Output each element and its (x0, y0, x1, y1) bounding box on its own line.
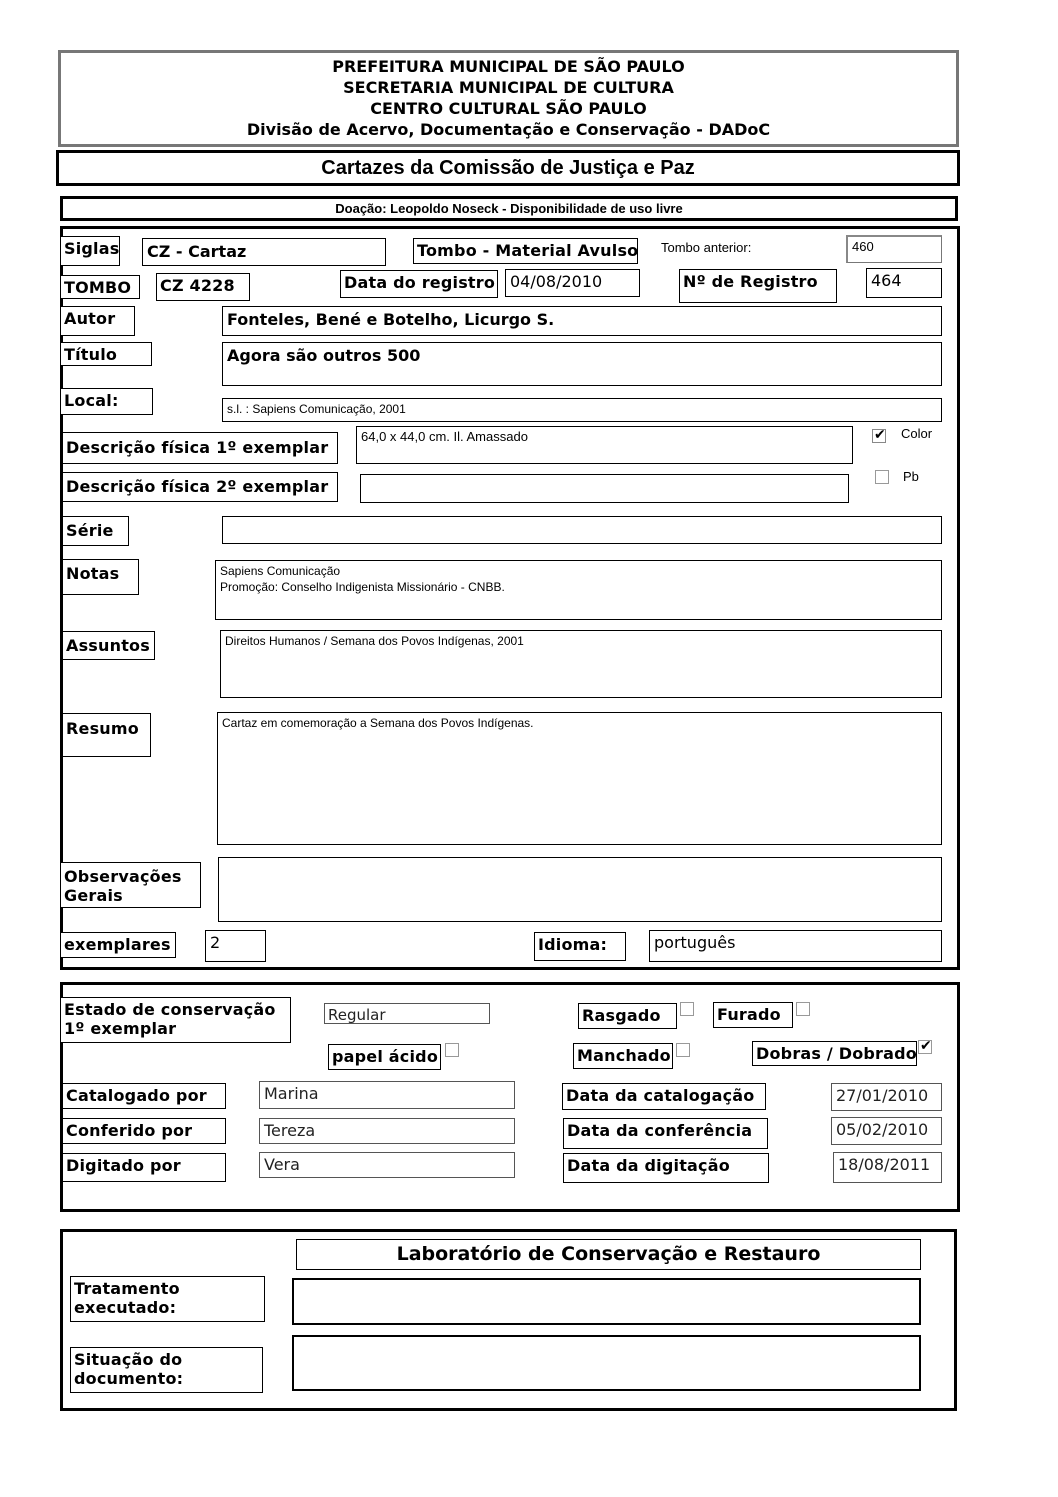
situacao-field[interactable] (292, 1335, 921, 1391)
observacoes-label: Observações Gerais (60, 862, 201, 908)
tombo-field[interactable]: CZ 4228 (156, 273, 250, 301)
catalogado-field[interactable]: Marina (259, 1081, 515, 1109)
header-line-3: CENTRO CULTURAL SÃO PAULO (370, 99, 647, 118)
n-registro-label: Nº de Registro (679, 269, 837, 303)
papel-acido-label: papel ácido (328, 1044, 441, 1070)
lab-title: Laboratório de Conservação e Restauro (396, 1243, 821, 1265)
conferido-field[interactable]: Tereza (259, 1118, 515, 1144)
tombo-material-label: Tombo - Material Avulso (413, 238, 638, 264)
exemplares-field[interactable]: 2 (205, 930, 266, 962)
donation-line: Doação: Leopoldo Noseck - Disponibilidade de uso livre (335, 201, 683, 216)
check-mark-icon: ✔ (874, 427, 886, 443)
collection-title-box (56, 150, 960, 186)
tombo-anterior-field[interactable]: 460 (846, 235, 942, 263)
resumo-field[interactable]: Cartaz em comemoração a Semana dos Povos Indígenas. (217, 712, 942, 845)
resumo-label: Resumo (62, 713, 151, 757)
siglas-label: Siglas (60, 236, 120, 266)
catalogado-label: Catalogado por (62, 1083, 226, 1109)
institution-header (58, 50, 959, 147)
collection-title: Cartazes da Comissão de Justiça e Paz (321, 157, 695, 179)
digitado-field[interactable]: Vera (259, 1152, 515, 1178)
tratamento-field[interactable] (292, 1278, 921, 1325)
n-registro-field[interactable]: 464 (866, 268, 942, 298)
notas-line-1: Sapiens Comunicação (220, 564, 341, 578)
lab-title-box (296, 1239, 921, 1270)
siglas-field[interactable]: CZ - Cartaz (142, 238, 386, 266)
titulo-field[interactable]: Agora são outros 500 (222, 342, 942, 386)
data-digitacao-field[interactable]: 18/08/2011 (833, 1152, 942, 1183)
header-line-4: Divisão de Acervo, Documentação e Conservação - DADoC (246, 120, 771, 139)
dobras-label: Dobras / Dobrado (752, 1041, 917, 1066)
local-field[interactable]: s.l. : Sapiens Comunicação, 2001 (222, 398, 942, 422)
autor-label: Autor (60, 306, 135, 336)
estado-field[interactable]: Regular (324, 1003, 490, 1024)
estado-label: Estado de conservação 1º exemplar (60, 997, 291, 1043)
idioma-field[interactable]: português (649, 930, 942, 962)
notas-line-2: Promoção: Conselho Indigenista Missionário - CNBB. (220, 580, 505, 594)
tombo-anterior-label: Tombo anterior: (661, 240, 752, 255)
papel-acido-checkbox[interactable] (445, 1043, 459, 1057)
titulo-label: Título (60, 342, 152, 366)
color-label: Color (901, 426, 933, 441)
furado-checkbox[interactable] (796, 1002, 810, 1016)
autor-field[interactable]: Fonteles, Bené e Botelho, Licurgo S. (222, 306, 942, 336)
notas-label: Notas (62, 559, 139, 595)
idioma-label: Idioma: (534, 932, 626, 961)
color-checkbox[interactable] (872, 429, 886, 443)
pb-checkbox[interactable] (875, 470, 889, 484)
data-registro-field[interactable]: 04/08/2010 (505, 269, 640, 297)
conferido-label: Conferido por (62, 1118, 226, 1144)
desc1-field[interactable]: 64,0 x 44,0 cm. Il. Amassado (356, 426, 853, 464)
digitado-label: Digitado por (62, 1153, 226, 1182)
rasgado-checkbox[interactable] (680, 1002, 694, 1016)
donation-box (60, 196, 958, 221)
exemplares-label: exemplares (60, 932, 176, 958)
header-line-1: PREFEITURA MUNICIPAL DE SÃO PAULO (332, 57, 685, 76)
data-catalogacao-field[interactable]: 27/01/2010 (831, 1083, 942, 1111)
notas-field[interactable] (215, 560, 942, 620)
rasgado-label: Rasgado (578, 1003, 677, 1029)
data-conferencia-field[interactable]: 05/02/2010 (831, 1117, 942, 1145)
serie-label: Série (62, 516, 129, 546)
check-mark-icon: ✔ (920, 1038, 932, 1054)
local-label: Local: (60, 388, 153, 415)
assuntos-field[interactable]: Direitos Humanos / Semana dos Povos Indígenas, 2001 (220, 630, 942, 698)
manchado-checkbox[interactable] (676, 1043, 690, 1057)
situacao-label: Situação do documento: (70, 1347, 263, 1393)
desc1-label: Descrição física 1º exemplar (62, 432, 338, 464)
observacoes-field[interactable] (218, 857, 942, 922)
data-conferencia-label: Data da conferência (563, 1118, 768, 1149)
data-registro-label: Data do registro (340, 270, 498, 298)
header-line-2: SECRETARIA MUNICIPAL DE CULTURA (343, 78, 674, 97)
serie-field[interactable] (222, 516, 942, 544)
manchado-label: Manchado (573, 1043, 673, 1069)
tratamento-label: Tratamento executado: (70, 1276, 265, 1322)
assuntos-label: Assuntos (62, 631, 155, 660)
desc2-field[interactable] (360, 474, 849, 503)
tombo-label: TOMBO (60, 275, 140, 299)
data-catalogacao-label: Data da catalogação (562, 1083, 766, 1110)
desc2-label: Descrição física 2º exemplar (62, 472, 338, 502)
dobras-checkbox[interactable] (918, 1040, 932, 1054)
data-digitacao-label: Data da digitação (563, 1153, 769, 1183)
furado-label: Furado (713, 1002, 793, 1028)
pb-label: Pb (903, 469, 919, 484)
